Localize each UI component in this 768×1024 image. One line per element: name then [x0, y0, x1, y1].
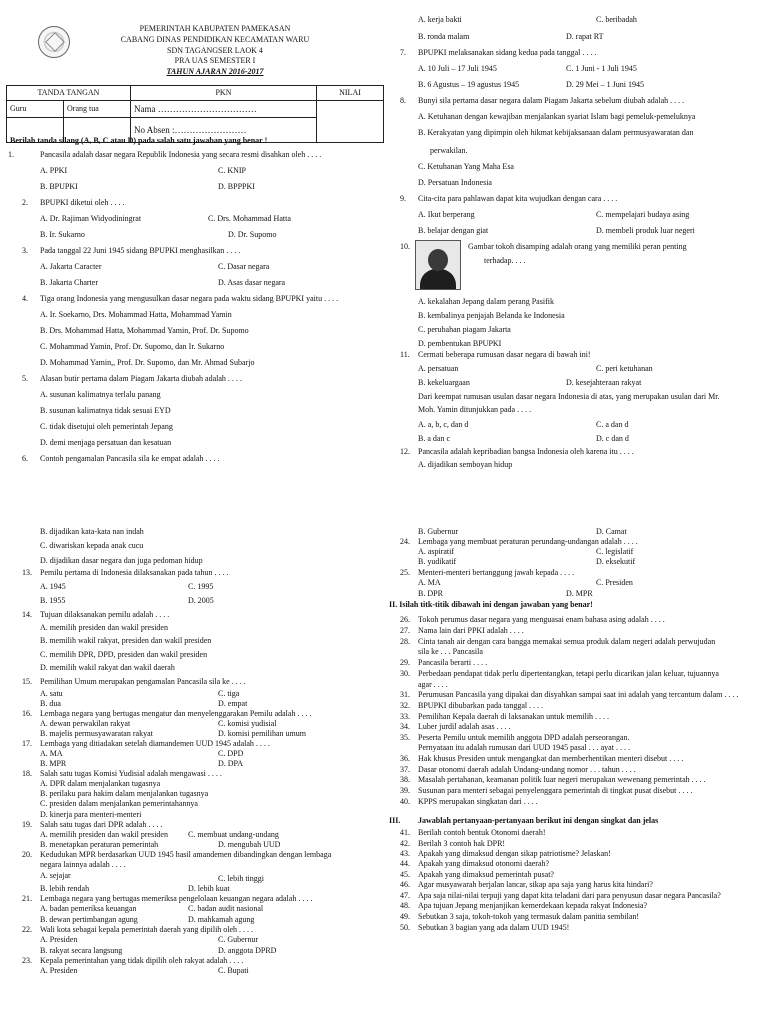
question-line: 50.	[400, 923, 410, 932]
header-line-2: CABANG DINAS PENDIDIKAN KECAMATAN WARU	[120, 35, 310, 44]
question-line: D. anggota DPRD	[218, 946, 277, 955]
question-line: D. BPPPKI	[218, 182, 255, 191]
question-line: C. 1 Juni - 1 Juli 1945	[566, 64, 637, 73]
question-line: Lembaga negara yang bertugas mengatur dan menyelenggarakan Pemilu adalah . . . .	[40, 709, 312, 718]
question-line: Lembaga yang membuat peraturan perundang-undangan adalah . . . .	[418, 537, 638, 546]
question-line: D. Mohammad Yamin,, Prof. Dr. Supomo, dan Mr. Ahmad Subarjo	[40, 358, 255, 367]
instruction-part-2: II. Isilah titk-titik dibawah ini dengan jawaban yang benar!	[389, 600, 593, 609]
question-line: Apakah yang dimaksud otonomi daerah?	[418, 859, 550, 868]
question-line: A. Dr. Rajiman Widyodiningrat	[40, 214, 142, 223]
question-line: C. diwariskan kepada anak cucu	[40, 541, 144, 550]
question-line: Pemilihan Umum merupakan pengamalan Pancasila sila ke . . . .	[40, 677, 246, 686]
question-line: A. a, b, c, dan d	[418, 420, 469, 429]
question-line: B. dijadikan kata-kata nan indah	[40, 527, 144, 536]
question-line: D. Persatuan Indonesia	[418, 178, 492, 187]
question-line: D. DPA	[218, 759, 244, 768]
grade-box[interactable]	[317, 101, 384, 143]
question-line: D. pembentukan BPUPKI	[418, 339, 502, 348]
question-line: A. 1945	[40, 582, 66, 591]
question-line: A. MA	[418, 578, 441, 587]
question-line: perwakilan.	[430, 146, 468, 155]
question-line: 19.	[22, 820, 32, 829]
question-line: Sebutkan 3 bagian yang ada dalam UUD 1945!	[418, 923, 570, 932]
question-line: 41.	[400, 828, 410, 837]
question-line: A. Ketuhanan dengan kewajiban menjalankan syariat Islam bagi pemeluk-pemeluknya	[418, 112, 696, 121]
question-line: 44.	[400, 859, 410, 868]
question-line: Nama lain dari PPKI adalah . . . .	[418, 626, 524, 635]
question-line: 38.	[400, 775, 410, 784]
question-line: B. perilaku para hakim dalam menjalankan tugasnya	[40, 789, 209, 798]
name-field[interactable]: Nama ……………………………	[131, 101, 317, 118]
question-line: A. Presiden	[40, 935, 78, 944]
question-line: C. a dan d	[596, 420, 629, 429]
question-line: 14.	[22, 610, 32, 619]
question-line: Agar musyawarah berjalan lancar, sikap apa saja yang harus kita hindari?	[418, 880, 653, 889]
header-line-5: TAHUN AJARAN 2016-2017	[166, 67, 264, 76]
question-line: agar . . . .	[418, 680, 448, 689]
question-line: Contoh pengamalan Pancasila sila ke empat adalah . . . .	[40, 454, 220, 463]
question-line: Pancasila adalah kepribadian bangsa Indonesia oleh karena itu . . . .	[418, 447, 634, 456]
header-line-1: PEMERINTAH KABUPATEN PAMEKASAN	[139, 24, 291, 33]
question-line: 15.	[22, 677, 32, 686]
question-line: Berilah contoh bentuk Otonomi daerah!	[418, 828, 546, 837]
question-line: C. legislatif	[596, 547, 634, 556]
question-line: A. memilih presiden dan wakil presiden	[40, 623, 168, 632]
grade-header: NILAI	[317, 86, 384, 101]
question-line: Perumusan Pancasila yang dipakai dan disyahkan sampai saat ini adalah yang tercantum dalam . . . .	[418, 690, 739, 699]
question-line: A. memilih presiden dan wakil presiden	[40, 830, 168, 839]
figure-head-shape	[428, 249, 448, 271]
question-line: B. Drs. Mohammad Hatta, Mohammad Yamin, Prof. Dr. Supomo	[40, 326, 249, 335]
question-line: A. kekalahan Jepang dalam perang Pasifik	[418, 297, 554, 306]
question-line: D. dijadikan dasar negara dan juga pedoman hidup	[40, 556, 203, 565]
question-line: B. dewan pertimbangan agung	[40, 915, 138, 924]
question-line: Cermati beberapa rumusan dasar negara di bawah ini!	[418, 350, 591, 359]
question-line: C. DPD	[218, 749, 244, 758]
question-line: KPPS merupakan singkatan dari . . . .	[418, 797, 538, 806]
question-line: A. persatuan	[418, 364, 459, 373]
question-line: Tujuan dilaksanakan pemilu adalah . . . .	[40, 610, 170, 619]
question-line: 42.	[400, 839, 410, 848]
question-line: B. dua	[40, 699, 61, 708]
score-table	[6, 85, 384, 143]
question-line: B. menetapkan peraturan pemerintah	[40, 840, 159, 849]
question-line: B. kekeluargaan	[418, 378, 470, 387]
question-line: B. ronda malam	[418, 32, 470, 41]
question-line: 20.	[22, 850, 32, 859]
signature-header: TANDA TANGAN	[7, 86, 131, 101]
question-line: D. MPR	[566, 589, 593, 598]
question-line: B. rakyat secara langsung	[40, 946, 123, 955]
question-line: 25.	[400, 568, 410, 577]
question-line: 23.	[22, 956, 32, 965]
header-line-3: SDN TAGANGSER LAOK 4	[167, 46, 263, 55]
question-line: 11.	[400, 350, 410, 359]
question-line: C. KNIP	[218, 166, 247, 175]
question-line: 29.	[400, 658, 410, 667]
question-line: Tokoh perumus dasar negara yang menguasai enam bahasa asing adalah . . . .	[418, 615, 665, 624]
question-line: 40.	[400, 797, 410, 806]
question-line: 12.	[400, 447, 410, 456]
question-line: A. sejajar	[40, 871, 71, 880]
question-line: C. 1995	[188, 582, 214, 591]
question-line: Pancasila adalah dasar negara Republik Indonesia yang secara resmi disahkan oleh . . . .	[40, 150, 322, 159]
question-line: D. empat	[218, 699, 248, 708]
subject-cell: PKN	[131, 86, 317, 101]
question-line: B. Gubernur	[418, 527, 458, 536]
question-line: D. kinerja para menteri-menteri	[40, 810, 142, 819]
question-line: BPUPKI melaksanakan sidang kedua pada tanggal . . . .	[418, 48, 597, 57]
question-line: D. memilih wakil rakyat dan wakil daerah	[40, 663, 175, 672]
parent-cell: Orang tua	[64, 101, 131, 118]
question-line: 24.	[400, 537, 410, 546]
question-line: 46.	[400, 880, 410, 889]
question-line: B. BPUPKI	[40, 182, 78, 191]
question-line: Perbedaan pendapat tidak perlu dipertentangkan, tetapi perlu dicarikan jalan keluar, tujuannya	[418, 669, 719, 678]
question-line: 49.	[400, 912, 410, 921]
question-line: Pada tanggal 22 Juni 1945 sidang BPUPKI menghasilkan . . . .	[40, 246, 241, 255]
absence-number-field[interactable]: No Absen :……………………	[131, 118, 317, 143]
question-line: Hak khusus Presiden untuk mengangkat dan memberhentikan menteri disebut . . . .	[418, 754, 684, 763]
question-line: D. 2005	[188, 596, 214, 605]
question-line: Bunyi sila pertama dasar negara dalam Piagam Jakarta sebelum diubah adalah . . . .	[418, 96, 685, 105]
question-line: Susunan para menteri sebagai penyelenggara pemerintah di tingkat pusat disebut . . . .	[418, 786, 693, 795]
question-line: terhadap. . . .	[484, 256, 526, 265]
instruction-part-3: Jawablah pertanyaan-pertanyaan berikut ini dengan singkat dan jelas	[418, 816, 659, 825]
school-emblem-icon	[38, 26, 70, 58]
section-3-number: III.	[389, 816, 401, 825]
question-line: Cita-cita para pahlawan dapat kita wujudkan dengan cara . . . .	[418, 194, 618, 203]
question-line: D. Asas dasar negara	[218, 278, 286, 287]
question-line: C. tiga	[218, 689, 240, 698]
question-line: B. DPR	[418, 589, 443, 598]
question-line: C. Dasar negara	[218, 262, 270, 271]
question-line: 21.	[22, 894, 32, 903]
question-line: C. Bupati	[218, 966, 249, 975]
question-line: D. mahkamah agung	[188, 915, 255, 924]
question-line: C. Presiden	[596, 578, 633, 587]
historical-figure-photo	[415, 240, 461, 290]
question-line: A. satu	[40, 689, 63, 698]
question-line: Apakah yang dimaksud pemerintah pusat?	[418, 870, 554, 879]
question-line: A. DPR dalam menjalankan tugasnya	[40, 779, 161, 788]
question-line: Tiga orang Indonesia yang mengusulkan dasar negara pada waktu sidang BPUPKI yaitu . . . .	[40, 294, 339, 303]
question-line: B. memilih wakil rakyat, presiden dan wakil presiden	[40, 636, 212, 645]
question-line: A. Ir. Soekarno, Drs. Mohammad Hatta, Mohammad Yamin	[40, 310, 232, 319]
question-line: A. Jakarta Caracter	[40, 262, 102, 271]
question-line: Masalah pertahanan, keamanan politik luar negeri merupakan wewenang pemerintah . . . .	[418, 775, 706, 784]
header-line-4: PRA UAS SEMESTER I	[174, 56, 256, 65]
question-line: C. beribadah	[596, 15, 637, 24]
question-line: Wali kota sebagai kepala pemerintah daerah yang dipilih oleh . . . .	[40, 925, 254, 934]
question-line: C. komisi yudisial	[218, 719, 277, 728]
question-line: BPUPKI dibubarkan pada tanggal . . . .	[418, 701, 544, 710]
question-line: A. susunan kalimatnya terlalu panang	[40, 390, 161, 399]
question-line: C. Drs. Mohammad Hatta	[208, 214, 291, 223]
question-line: A. Ikut berperang	[418, 210, 475, 219]
question-line: Pernyataan itu adalah rumusan dari UUD 1945 pasal . . . ayat . . . .	[418, 743, 630, 752]
question-line: D. Camat	[596, 527, 627, 536]
question-line: Apa saja nilai-nilai terpuji yang dapat kita teladani dari para penyusun dasar negara Pancasila?	[418, 891, 721, 900]
question-line: C. membuat undang-undang	[188, 830, 279, 839]
question-line: Moh. Yamin ditunjukkan pada . . . .	[418, 405, 532, 414]
question-line: 5.	[22, 374, 28, 383]
question-line: C. Ketuhanan Yang Maha Esa	[418, 162, 514, 171]
question-line: C. Mohammad Yamin, Prof. Dr. Supomo, dan Ir. Sukarno	[40, 342, 225, 351]
question-line: C. perubahan piagam Jakarta	[418, 325, 511, 334]
question-line: D. 29 Mei – 1 Juni 1945	[566, 80, 644, 89]
question-line: B. 1955	[40, 596, 66, 605]
question-line: 43.	[400, 849, 410, 858]
question-line: 17.	[22, 739, 32, 748]
question-line: D. membeli produk luar negeri	[596, 226, 695, 235]
question-line: A. kerja bakti	[418, 15, 462, 24]
question-line: C. lebih tinggi	[218, 874, 264, 883]
question-line: C. peri ketuhanan	[596, 364, 653, 373]
question-line: 10.	[400, 242, 410, 251]
question-line: Pancasila berarti . . . .	[418, 658, 488, 667]
question-line: Lembaga yang ditiadakan setelah diamandemen UUD 1945 adalah . . . .	[40, 739, 270, 748]
question-line: B. MPR	[40, 759, 67, 768]
question-line: 26.	[400, 615, 410, 624]
question-line: 35.	[400, 733, 410, 742]
question-line: Kepala pemerintahan yang tidak dipilih oleh rakyat adalah . . . .	[40, 956, 244, 965]
question-line: D. c dan d	[596, 434, 629, 443]
question-line: Apakah yang dimaksud dengan sikap patriotisme? Jelaskan!	[418, 849, 611, 858]
question-line: Alasan butir pertama dalam Piagam Jakarta diubah adalah . . . .	[40, 374, 242, 383]
teacher-cell: Guru	[7, 101, 64, 118]
question-line: 18.	[22, 769, 32, 778]
figure-body-shape	[420, 269, 456, 290]
question-line: B. yudikatif	[418, 557, 457, 566]
question-line: 28.	[400, 637, 410, 646]
question-line: B. susunan kalimatnya tidak sesuai EYD	[40, 406, 171, 415]
question-line: 4.	[22, 294, 28, 303]
question-line: B. lebih rendah	[40, 884, 90, 893]
question-line: Menteri-menteri bertanggung jawab kepada . . . .	[418, 568, 575, 577]
question-line: C. badan audit nasional	[188, 904, 264, 913]
question-line: B. Kerakyatan yang dipimpin oleh hikmat kebijaksanaan dalam permusyawaratan dan	[418, 128, 694, 137]
question-line: sila ke . . . Pancasila	[418, 647, 483, 656]
question-line: 7.	[400, 48, 406, 57]
question-line: C. mempelajari budaya asing	[596, 210, 690, 219]
question-line: B. a dan c	[418, 434, 450, 443]
question-line: Berilah 3 contoh hak DPR!	[418, 839, 506, 848]
question-line: C. presiden dalam menjalankan pemerintahannya	[40, 799, 198, 808]
question-line: B. majelis permusyawaratan rakyat	[40, 729, 153, 738]
question-line: 27.	[400, 626, 410, 635]
question-line: 45.	[400, 870, 410, 879]
question-line: A. dijadikan semboyan hidup	[418, 460, 513, 469]
question-line: 13.	[22, 568, 32, 577]
question-line: Salah satu tugas dari DPR adalah . . . .	[40, 820, 163, 829]
instruction-part-1: . Berilah tanda silang (A, B, C atau D) pada salah satu jawaban yang benar !	[6, 136, 268, 145]
question-line: 31.	[400, 690, 410, 699]
question-line: 16.	[22, 709, 32, 718]
question-line: 37.	[400, 765, 410, 774]
question-line: Peserta Pemilu untuk memilih anggota DPD adalah perseorangan.	[418, 733, 630, 742]
question-line: A. PPKI	[40, 166, 68, 175]
question-line: Apa tujuan Jepang menjanjikan kemerdekaan kepada rakyat Indonesia?	[418, 901, 648, 910]
question-line: B. Ir. Sukarno	[40, 230, 85, 239]
question-line: 8.	[400, 96, 406, 105]
question-line: Kedudukan MPR berdasarkan UUD 1945 hasil amandemen dibandingkan dengan lembaga	[40, 850, 332, 859]
question-line: Salah satu tugas Komisi Yudisial adalah mengawasi . . . .	[40, 769, 222, 778]
question-line: C. tidak disetujui oleh pemerintah Jepang	[40, 422, 173, 431]
question-line: 2.	[22, 198, 28, 207]
question-line: D. kesejahteraan rakyat	[566, 378, 642, 387]
question-line: D. lebih kuat	[188, 884, 230, 893]
question-line: Dasar otonomi daerah adalah Undang-undang nomor . . . tahun . . . .	[418, 765, 636, 774]
question-line: Lembaga negara yang bertugas memeriksa pengelolaan keuangan negara adalah . . . .	[40, 894, 313, 903]
question-line: B. kembalinya penjajah Belanda ke Indonesia	[418, 311, 565, 320]
question-line: 22.	[22, 925, 32, 934]
question-line: D. rapat RT	[566, 32, 604, 41]
question-line: A. badan pemeriksa keuangan	[40, 904, 137, 913]
question-line: 32.	[400, 701, 410, 710]
question-line: D. komisi pemilihan umum	[218, 729, 306, 738]
question-line: A. Presiden	[40, 966, 78, 975]
question-line: A. 10 Juli – 17 Juli 1945	[418, 64, 497, 73]
question-line: D. Dr. Supomo	[228, 230, 277, 239]
question-line: D. demi menjaga persatuan dan kesatuan	[40, 438, 172, 447]
question-line: Cinta tanah air dengan cara bangga memakai semua produk dalam negeri adalah perwujudan	[418, 637, 716, 646]
question-line: D. mengubah UUD	[218, 840, 281, 849]
question-line: A. aspiratif	[418, 547, 454, 556]
question-line: 33.	[400, 712, 410, 721]
question-line: A. MA	[40, 749, 63, 758]
question-line: A. dewan perwakilan rakyat	[40, 719, 131, 728]
question-line: B. 6 Agustus – 19 agustus 1945	[418, 80, 520, 89]
question-line: 1.	[8, 150, 14, 159]
question-line: negara lainnya adalah . . . .	[40, 860, 126, 869]
question-line: Gambar tokoh disamping adalah orang yang memiliki peran penting	[468, 242, 687, 251]
question-line: BPUPKI diketui oleh . . . .	[40, 198, 125, 207]
question-line: 9.	[400, 194, 406, 203]
question-line: 36.	[400, 754, 410, 763]
question-line: B. Jakarta Charter	[40, 278, 98, 287]
question-line: Pemilu pertama di Indonesia dilaksanakan pada tahun . . . .	[40, 568, 229, 577]
question-line: Dari keempat rumusan usulan dasar negara Indonesia di atas, yang merupakan usulan dari Mr.	[418, 392, 720, 401]
question-line: 30.	[400, 669, 410, 678]
question-line: Sebutkan 3 saja, tokoh-tokoh yang termasuk dalam panitia sembilan!	[418, 912, 640, 921]
question-line: 34.	[400, 722, 410, 731]
question-line: 6.	[22, 454, 28, 463]
question-line: B. belajar dengan giat	[418, 226, 489, 235]
question-line: 3.	[22, 246, 28, 255]
question-line: Luber jurdil adalah asas . . . .	[418, 722, 511, 731]
question-line: 39.	[400, 786, 410, 795]
question-line: C. Gubernur	[218, 935, 258, 944]
question-line: Pemilihan Kepala daerah di laksanakan untuk memilih . . . .	[418, 712, 610, 721]
question-line: 47.	[400, 891, 410, 900]
question-line: C. memilih DPR, DPD, presiden dan wakil presiden	[40, 650, 208, 659]
question-line: 48.	[400, 901, 410, 910]
question-line: D. eksekutif	[596, 557, 636, 566]
